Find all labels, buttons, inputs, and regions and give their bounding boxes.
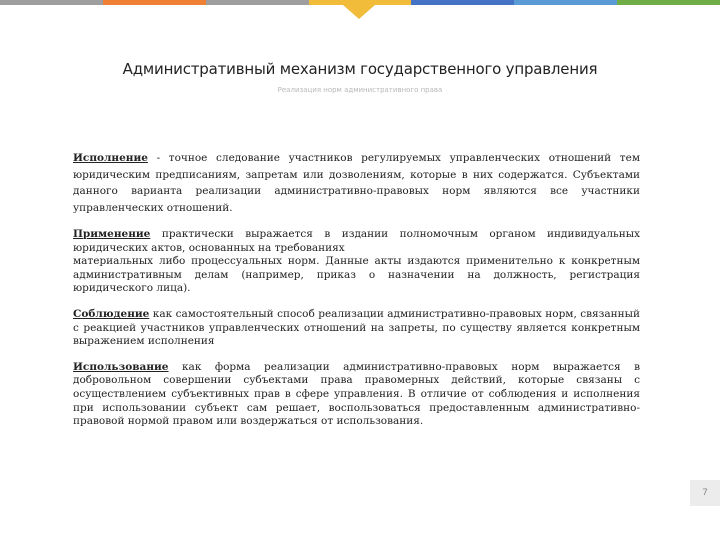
color-segment-1 bbox=[0, 0, 103, 5]
paragraph-text: как форма реализации административно-правовых норм выражается в добровольном совершении субъектами права правомерных действий, которые связаны с осуществлением субъективных прав в сфере управления. В отличие от соблюдения и исполнения при использовании субъект сам решает, воспользоваться предоставленным административно-правовой нормой правом или воздержаться от использования. bbox=[73, 360, 640, 428]
paragraph-text: практически выражается в издании полномочным органом индивидуальных юридических актов, основанных на требованиях bbox=[73, 228, 640, 254]
paragraph-text: - точное следование участников регулируемых управленческих отношений тем юридическим предписаниям, запретам или дозволениям, которые в них содержатся. Субъектами данного варианта реализации административно-правовых норм являются все участники управленческих отношений. bbox=[73, 152, 640, 214]
color-segment-6 bbox=[514, 0, 617, 5]
paragraph-application bbox=[73, 228, 640, 296]
term-application: Применение bbox=[73, 228, 151, 240]
color-segment-2 bbox=[103, 0, 206, 5]
slide-subtitle: Реализация норм административного права bbox=[277, 86, 443, 94]
slide-content bbox=[73, 150, 640, 441]
color-segment-3 bbox=[206, 0, 309, 5]
color-segment-5 bbox=[411, 0, 514, 5]
paragraph-usage bbox=[73, 361, 640, 429]
paragraph-execution bbox=[73, 150, 640, 216]
slide-title: Административный механизм государственного управления bbox=[122, 60, 598, 78]
term-compliance: Соблюдение bbox=[73, 307, 150, 320]
paragraph-compliance bbox=[73, 308, 640, 349]
term-usage: Использование bbox=[73, 360, 169, 373]
paragraph-text: как самостоятельный способ реализации административно-правовых норм, связанный с реакцией участников управленческих отношений на запреты, по существу является конкретным выражением исполнения bbox=[73, 307, 640, 348]
paragraph-text-continued: материальных либо процессуальных норм. Данные акты издаются применительно к конкретным административным делам (например, приказ о назначении на должность, регистрация юридического лица). bbox=[73, 255, 640, 295]
term-execution: Исполнение bbox=[73, 152, 148, 164]
page-number: 7 bbox=[702, 488, 708, 498]
color-segment-7 bbox=[617, 0, 720, 5]
page-number-badge bbox=[690, 480, 720, 506]
pointer-triangle-icon bbox=[343, 5, 375, 19]
